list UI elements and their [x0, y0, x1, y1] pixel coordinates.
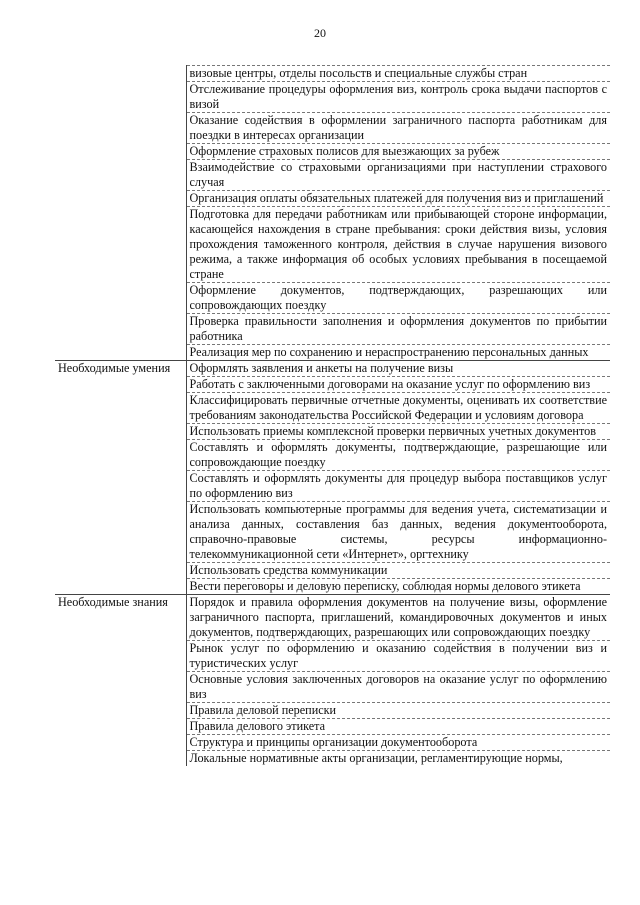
section-item: Структура и принципы организации документооборота [186, 735, 610, 751]
section-item: Основные условия заключенных договоров на оказание услуг по оформлению виз [186, 672, 610, 703]
section-item: Организация оплаты обязательных платежей для получения виз и приглашений [186, 191, 610, 207]
section-item: Использовать средства коммуникации [186, 563, 610, 579]
section-item: Рынок услуг по оформлению и оказанию содействия в получении виз и туристических услуг [186, 641, 610, 672]
section-item: Локальные нормативные акты организации, регламентирующие нормы, [189, 751, 563, 765]
section-item: Оформлять заявления и анкеты на получение визы [186, 361, 610, 377]
section-item: Использовать компьютерные программы для ведения учета, систематизации и анализа данных, составления баз данных, ведения документооборота, справочно-правовые системы, ресурсы информационно-телекоммуникационной сети «Интернет», оргтехнику [186, 502, 610, 563]
section-item: визовые центры, отделы посольств и специальные службы стран [186, 66, 610, 82]
page-number: 20 [314, 26, 326, 40]
section-heading: Необходимые знания [55, 595, 186, 767]
section-item: Подготовка для передачи работникам или прибывающей стороне информации, касающейся нахождения в стране пребывания: сроки действия визы, условия прохождения таможенного контроля, действия в случае нарушения визового режима, а также информация об особых условиях пребывания в посещаемой стране [186, 207, 610, 283]
requirements-table [55, 65, 610, 766]
section-item: Порядок и правила оформления документов на получение визы, оформление заграничного паспорта, приглашений, командировочных документов и иных документов, подтверждающих, разрешающих или сопровождающих поездку [186, 595, 610, 641]
section-item: Использовать приемы комплексной проверки первичных учетных документов [186, 424, 610, 440]
section-item: Оформление документов, подтверждающих, разрешающих или сопровождающих поездку [186, 283, 610, 314]
section-item: Проверка правильности заполнения и оформления документов по прибытии работника [186, 314, 610, 345]
section-item: Правила делового этикета [186, 719, 610, 735]
table-row [55, 361, 610, 377]
section-item: Классифицировать первичные отчетные документы, оценивать их соответствие требованиям законодательства Российской Федерации и условиям договора [186, 393, 610, 424]
table-row [55, 595, 610, 641]
requirements-table-body [55, 66, 610, 767]
table-row [55, 66, 610, 82]
section-item: Составлять и оформлять документы, подтверждающие, разрешающие или сопровождающие поездку [186, 440, 610, 471]
section-item: Вести переговоры и деловую переписку, соблюдая нормы делового этикета [186, 579, 610, 595]
section-item: Составлять и оформлять документы для процедур выбора поставщиков услуг по оформлению виз [186, 471, 610, 502]
section-item: Правила деловой переписки [186, 703, 610, 719]
section-item: Оформление страховых полисов для выезжающих за рубеж [186, 144, 610, 160]
section-item: Взаимодействие со страховыми организациями при наступлении страхового случая [186, 160, 610, 191]
section-heading: Необходимые умения [55, 361, 186, 595]
section-item: Оказание содействия в оформлении заграничного паспорта работникам для поездки в интересах организации [186, 113, 610, 144]
section-item: Отслеживание процедуры оформления виз, контроль срока выдачи паспортов с визой [186, 82, 610, 113]
section-heading [55, 66, 186, 361]
section-item: Работать с заключенными договорами на оказание услуг по оформлению виз [186, 377, 610, 393]
section-item: Реализация мер по сохранению и нераспространению персональных данных [186, 345, 610, 361]
